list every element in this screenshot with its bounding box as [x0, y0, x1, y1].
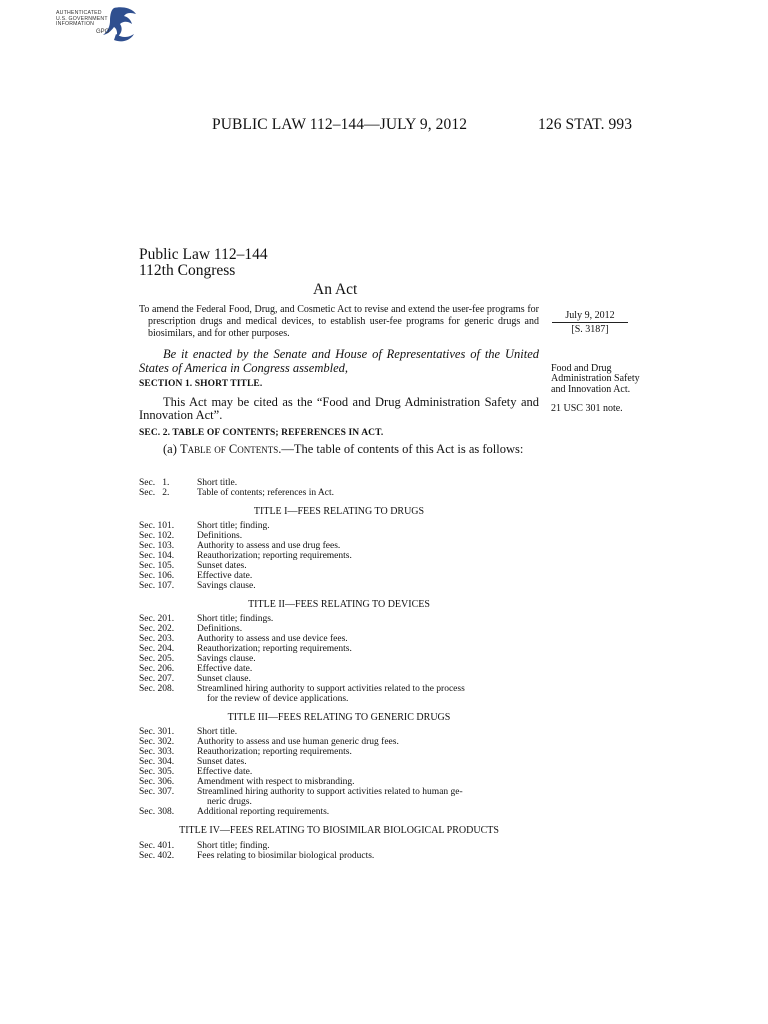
toc-entry [139, 841, 541, 851]
toc-entry-number: Sec. 203. [139, 634, 175, 645]
toc-intro [139, 443, 539, 456]
toc-entry [139, 654, 541, 664]
margin-note-short-title: Food and Drug Administration Safety and Innovation Act. [551, 363, 640, 395]
toc-entry-number: Sec. 303. [139, 747, 175, 758]
toc-intro-prefix: (a) [163, 442, 180, 456]
toc-entry-number: Sec. 103. [139, 541, 175, 552]
logo-line-3: INFORMATION [56, 21, 95, 28]
toc-entry [139, 737, 541, 747]
toc-entry-text: Additional reporting requirements. [197, 807, 330, 818]
toc-entry-text: Short title; finding. [197, 841, 270, 851]
title-2-heading: TITLE II—FEES RELATING TO DEVICES [248, 599, 430, 610]
act-title: An Act [313, 281, 358, 298]
toc-entry [139, 561, 541, 571]
toc-entry [139, 541, 541, 551]
toc-entry-text: Short title; finding. [197, 521, 270, 531]
toc-entry-number: Sec. 208. [139, 684, 175, 695]
toc-entry-number: Sec. 107. [139, 581, 175, 592]
toc-entry [139, 551, 541, 561]
toc-entry [139, 664, 541, 674]
running-head-stat: 126 STAT. 993 [538, 116, 633, 133]
purpose-paragraph: To amend the Federal Food, Drug, and Cosmetic Act to revise and extend the user-fee programs for prescription drugs and medical devices, to establish user-fee programs for generic drugs and biosimilars, and for other purposes. [139, 304, 539, 340]
toc-entry [139, 634, 541, 644]
toc-entry [139, 644, 541, 654]
logo-line-1: AUTHENTICATED [56, 10, 102, 16]
toc-entry-number: Sec. 304. [139, 757, 175, 768]
toc-entry [139, 531, 541, 541]
toc-entry-number: Sec. 205. [139, 654, 175, 665]
title-3-heading: TITLE III—FEES RELATING TO GENERIC DRUGS [227, 712, 451, 723]
toc-entry-text: Authority to assess and use drug fees. [197, 541, 341, 552]
congress: 112th Congress [139, 262, 236, 279]
toc-entry-text: Definitions. [197, 624, 243, 635]
toc-entry-number: Sec. 202. [139, 624, 175, 635]
title-1-heading: TITLE I—FEES RELATING TO DRUGS [253, 506, 425, 517]
margin-note-usc: 21 USC 301 note. [551, 403, 623, 414]
toc-entry-number: Sec. 207. [139, 674, 175, 685]
toc-general [139, 478, 541, 498]
toc-entry-text: Definitions. [197, 531, 243, 542]
toc-entry [139, 757, 541, 767]
section-1-heading: SECTION 1. SHORT TITLE. [139, 379, 263, 389]
title-4-heading: TITLE IV—FEES RELATING TO BIOSIMILAR BIOLOGICAL PRODUCTS [179, 825, 499, 836]
gpo-authenticated-logo [56, 4, 142, 48]
toc-entry [139, 767, 541, 777]
toc-entry [139, 851, 541, 861]
toc-intro-rest: .—The table of contents of this Act is as follows: [278, 442, 524, 456]
toc-entry [139, 674, 541, 684]
toc-entry-text: Reauthorization; reporting requirements. [197, 747, 352, 758]
toc-entry-text: Streamlined hiring authority to support activities related to human ge- [197, 787, 463, 798]
title-1-entries [139, 521, 541, 591]
toc-entry [139, 571, 541, 581]
enacting-clause: Be it enacted by the Senate and House of Representatives of the United States of America in Congress assembled, [139, 347, 539, 375]
toc-entry-number: Sec. 302. [139, 737, 175, 748]
toc-entry-number: Sec. 306. [139, 777, 175, 788]
toc-entry-continuation: for the review of device applications. [207, 694, 349, 705]
toc-entry-number: Sec. 402. [139, 851, 175, 862]
toc-entry-text: Reauthorization; reporting requirements. [197, 644, 352, 655]
section-1-text: This Act may be cited as the “Food and Drug Administration Safety and Innovation Act”. [139, 395, 539, 422]
toc-intro-caps: Table of Contents [180, 442, 279, 456]
toc-entry-number: Sec. 101. [139, 521, 175, 531]
toc-entry-text: Short title. [197, 727, 238, 737]
toc-entry-text: Effective date. [197, 767, 253, 778]
toc-entry-text: Amendment with respect to misbranding. [197, 777, 355, 788]
toc-entry [139, 478, 541, 488]
toc-entry-text: Sunset dates. [197, 757, 247, 768]
toc-entry-text: Fees relating to biosimilar biological products. [197, 851, 375, 862]
toc-entry-text: Effective date. [197, 664, 253, 675]
toc-entry [139, 488, 541, 498]
toc-entry-text: Sunset dates. [197, 561, 247, 572]
toc-entry-text: Effective date. [197, 571, 253, 582]
toc-entry-number: Sec. 301. [139, 727, 175, 737]
toc-entry-text: Streamlined hiring authority to support activities related to the process [197, 684, 465, 695]
toc-entry-text: Short title; findings. [197, 614, 274, 624]
toc-entry-number: Sec. 102. [139, 531, 175, 542]
toc-entry-text: Reauthorization; reporting requirements. [197, 551, 352, 562]
toc-entry [139, 684, 541, 694]
toc-entry-number: Sec. 305. [139, 767, 175, 778]
toc-entry-number: Sec. 2. [139, 488, 170, 499]
toc-entry-text: Short title. [197, 478, 238, 488]
margin-date: July 9, 2012 [565, 310, 615, 321]
toc-entry [139, 727, 541, 737]
toc-entry-text: Savings clause. [197, 654, 256, 665]
toc-entry-text: Sunset clause. [197, 674, 251, 685]
toc-entry-number: Sec. 106. [139, 571, 175, 582]
toc-entry-number: Sec. 401. [139, 841, 175, 851]
law-number: Public Law 112–144 [139, 246, 268, 263]
logo-mark: GPO [96, 29, 110, 35]
toc-entry-text: Savings clause. [197, 581, 256, 592]
toc-entry-text: Authority to assess and use device fees. [197, 634, 348, 645]
margin-bill-number: [S. 3187] [552, 322, 628, 335]
title-3-entries [139, 727, 541, 817]
toc-entry [139, 614, 541, 624]
logo-line-2: U.S. GOVERNMENT [56, 15, 108, 22]
toc-entry-number: Sec. 206. [139, 664, 175, 675]
toc-entry [139, 787, 541, 797]
running-head-title: PUBLIC LAW 112–144—JULY 9, 2012 [212, 116, 468, 133]
toc-entry-number: Sec. 201. [139, 614, 175, 624]
toc-entry-number: Sec. 1. [139, 478, 170, 488]
toc-entry-number: Sec. 105. [139, 561, 175, 572]
toc-entry-continuation: neric drugs. [207, 797, 252, 808]
toc-entry-number: Sec. 104. [139, 551, 175, 562]
toc-entry-text: Table of contents; references in Act. [197, 488, 335, 499]
toc-entry-number: Sec. 308. [139, 807, 175, 818]
toc-entry [139, 807, 541, 817]
purpose-text [139, 304, 539, 341]
title-4-entries [139, 841, 541, 861]
title-2-entries [139, 614, 541, 704]
section-2-heading: SEC. 2. TABLE OF CONTENTS; REFERENCES IN ACT. [139, 428, 384, 438]
toc-entry [139, 747, 541, 757]
toc-entry-text: Authority to assess and use human generic drug fees. [197, 737, 399, 748]
toc-entry [139, 624, 541, 634]
toc-entry [139, 521, 541, 531]
toc-entry-number: Sec. 307. [139, 787, 175, 798]
toc-entry [139, 777, 541, 787]
toc-entry-number: Sec. 204. [139, 644, 175, 655]
toc-entry [139, 581, 541, 591]
